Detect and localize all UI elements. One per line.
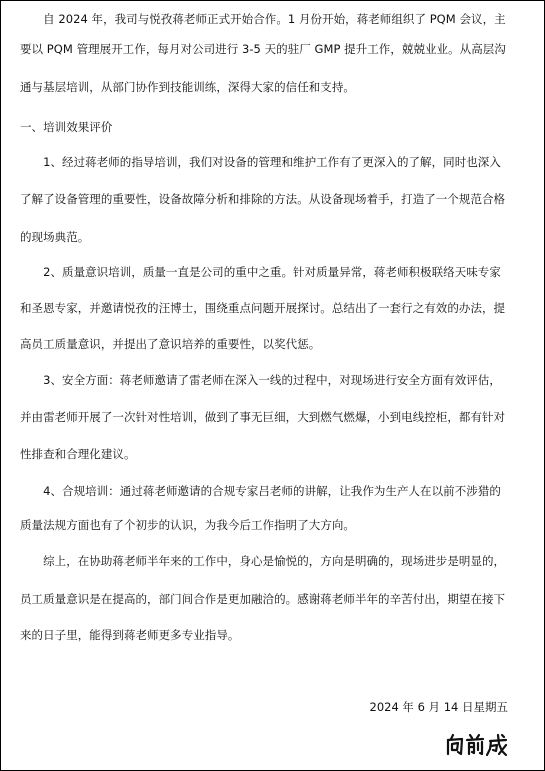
text-line: 自 2024 年，我司与悦孜蒋老师正式开始合作。1 月份开始，蒋老师组织了 PQM 会议，主: [20, 12, 506, 26]
text-line: 和圣恩专家，并邀请悦孜的汪博士，围绕重点问题开展探讨。总结出了一套行之有效的办法，提: [20, 301, 506, 315]
text-line: 员工质量意识是在提高的，部门间合作是更加融洽的。感谢蒋老师半年的辛苦付出，期望在接下: [20, 592, 506, 606]
text-line: 要以 PQM 管理展开工作，每月对公司进行 3-5 天的驻厂 GMP 提升工作，兢兢业业。从高层沟: [20, 42, 506, 56]
text-line: 4、合规培训：通过蒋老师邀请的合规专家吕老师的讲解，让我作为生产人在以前不涉猎的: [20, 484, 501, 498]
text-line: 的现场典范。: [20, 230, 90, 244]
text-line: 了解了设备管理的重要性，设备故障分析和排除的方法。从设备现场着手，打造了一个规范合格: [20, 192, 506, 206]
text-line: 综上，在协助蒋老师半年来的工作中，身心是愉悦的，方向是明确的，现场进步是明显的，: [20, 554, 506, 568]
handwritten-signature: [446, 733, 510, 757]
text-line: 质量法规方面也有了个初步的认识，为我今后工作指明了大方向。: [20, 518, 355, 532]
text-line: 并由雷老师开展了一次针对性培训，做到了事无巨细，大到燃气燃爆，小到电线控柜，都有针对: [20, 410, 506, 424]
document-date: 2024 年 6 月 14 日星期五: [369, 700, 508, 714]
text-line: 2、质量意识培训，质量一直是公司的重中之重。针对质量异常，蒋老师积极联络天味专家: [20, 265, 501, 279]
text-line: 3、安全方面：蒋老师邀请了雷老师在深入一线的过程中，对现场进行安全方面有效评估，: [20, 373, 501, 387]
text-line: 来的日子里，能得到蒋老师更多专业指导。: [20, 628, 240, 642]
text-line: 1、经过蒋老师的指导培训，我们对设备的管理和维护工作有了更深入的了解，同时也深入: [20, 155, 501, 169]
text-line: 高员工质量意识，并提出了意识培养的重要性，以奖代惩。: [20, 337, 321, 351]
text-line: 通与基层培训，从部门协作到技能训练，深得大家的信任和支持。: [20, 80, 355, 94]
section-heading: 一、培训效果评价: [20, 120, 113, 134]
text-line: 性排查和合理化建议。: [20, 447, 136, 461]
